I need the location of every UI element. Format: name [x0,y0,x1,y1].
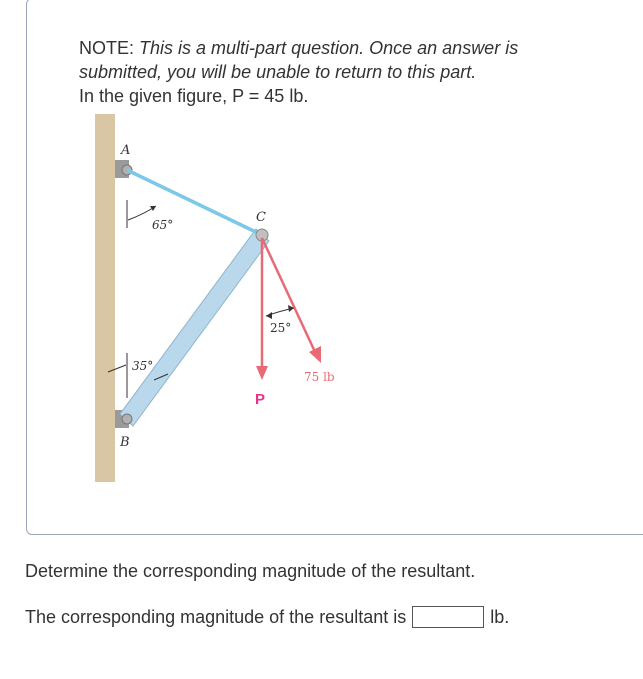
answer-prefix: The corresponding magnitude of the resultant is [25,606,407,627]
note-italic: This is a multi-part question. Once an answer is submitted, you will be unable to return to this part. [79,38,519,82]
given-statement: In the given figure, P = 45 lb. [79,86,309,106]
force-75-label: 75 lb [304,370,335,384]
label-c: C [256,210,266,225]
resultant-magnitude-input[interactable] [412,606,484,628]
cable-ac [127,170,262,235]
pin-b [122,414,132,424]
answer-unit: lb. [490,606,510,627]
note-text [79,36,579,108]
force-75-arrowhead [309,346,321,363]
strut-bc [120,229,269,426]
angle-65-label: 65° [152,218,174,232]
question-prompt: Determine the corresponding magnitude of the resultant. [25,561,476,581]
angle-35-label: 35° [132,359,154,373]
wall [95,114,115,482]
note-label: NOTE: [79,38,135,58]
force-p-arrowhead [256,366,268,380]
arc-arrow-25a [266,312,272,319]
label-p: P [255,391,266,408]
angle-25-label: 25° [270,321,292,335]
label-b: B [120,435,130,450]
force-75-line [262,238,316,354]
mechanics-figure [80,108,380,488]
arc-arrow-65 [150,206,156,211]
answer-row [25,606,509,628]
label-a: A [121,143,131,158]
